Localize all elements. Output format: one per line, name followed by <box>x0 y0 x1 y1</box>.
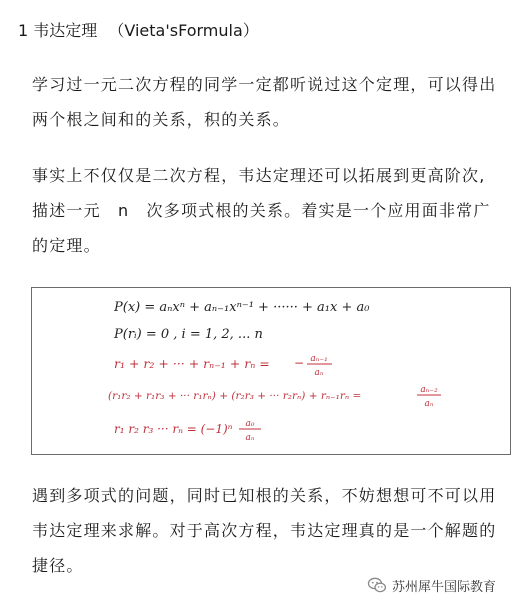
watermark <box>367 574 496 596</box>
wechat-icon <box>367 575 387 595</box>
fraction-denominator: aₙ <box>245 433 255 443</box>
fraction-denominator: aₙ <box>424 399 434 409</box>
formula-polynomial: P(x) = aₙxⁿ + aₙ₋₁xⁿ⁻¹ + ······ + a₁x + a₀ <box>114 300 370 315</box>
section-title: 韦达定理 <box>33 21 98 40</box>
formula-product-of-roots: r₁ r₂ r₃ ··· rₙ = (−1)ⁿ <box>114 422 233 436</box>
paragraph-conclusion: 遇到多项式的问题，同时已知根的关系，不妨想想可不可以用韦达定理来求解。对于高次方程，韦达定理真的是一个解题的捷径。 <box>32 486 497 575</box>
formula-image <box>31 287 511 455</box>
section-heading <box>18 20 259 42</box>
section-subtitle: （Vieta'sFormula） <box>108 21 259 40</box>
fraction-numerator: aₙ₋₂ <box>420 385 438 395</box>
account-name: 苏州犀牛国际教育 <box>392 579 497 595</box>
formula-pairwise-products: (r₁r₂ + r₁r₃ + ··· r₁rₙ) + (r₂r₃ + ··· r₂rₙ) + rₙ₋₁rₙ = <box>108 390 362 402</box>
fraction-denominator: aₙ <box>314 368 324 378</box>
fraction-numerator: aₙ₋₁ <box>310 354 328 364</box>
fraction-numerator: a₀ <box>245 419 255 429</box>
section-number: 1 <box>18 21 29 40</box>
paragraph-extension: 事实上不仅仅是二次方程，韦达定理还可以拓展到更高阶次,描述一元 n 次多项式根的关系。着实是一个应用面非常广的定理。 <box>32 166 491 255</box>
paragraph-intro: 学习过一元二次方程的同学一定都听说过这个定理，可以得出两个根之间和的关系，积的关系。 <box>32 75 497 129</box>
formula-sum-of-roots: r₁ + r₂ + ··· + rₙ₋₁ + rₙ = <box>114 356 270 371</box>
minus-sign: − <box>294 356 305 370</box>
formula-svg <box>32 288 510 454</box>
formula-roots: P(rᵢ) = 0 , i = 1, 2, ... n <box>114 327 263 342</box>
